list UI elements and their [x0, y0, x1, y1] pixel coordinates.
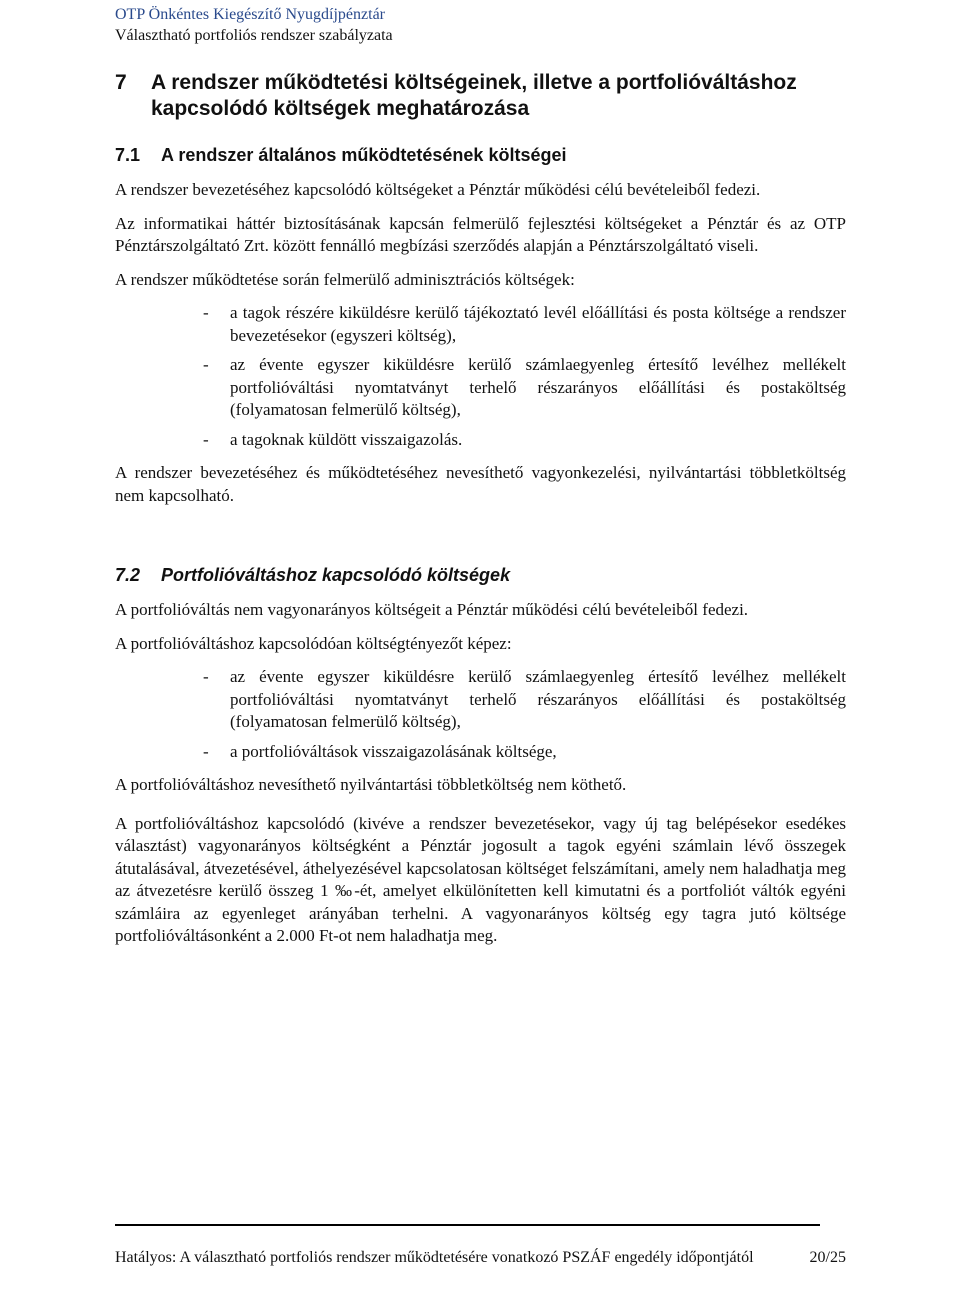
list-item-text: a portfolióváltások visszaigazolásának költsége, — [230, 741, 557, 761]
page-number: 20/25 — [809, 1249, 846, 1266]
section-7-2-heading — [115, 564, 846, 586]
section-title: Portfolióváltáshoz kapcsolódó költségek — [161, 565, 511, 585]
paragraph: A portfolióváltás nem vagyonarányos költségeit a Pénztár működési célú bevételeiből fedezi. — [115, 600, 749, 619]
list-item — [115, 666, 846, 734]
page-header — [115, 4, 393, 46]
header-organization: OTP Önkéntes Kiegészítő Nyugdíjpénztár — [115, 6, 386, 23]
paragraph: A rendszer bevezetéséhez kapcsolódó költségeket a Pénztár működési célú bevételeiből fedezi. — [115, 180, 761, 199]
document-body — [115, 70, 846, 959]
list-marker: - — [203, 303, 209, 322]
paragraph: A portfolióváltáshoz nevesíthető nyilvántartási többletköltség nem köthető. — [115, 775, 627, 794]
list-item — [115, 302, 846, 347]
section-title: A rendszer működtetési költségeinek, illetve a portfolióváltáshoz kapcsolódó költségek meghatározása — [151, 71, 797, 120]
paragraph: Az informatikai háttér biztosításának kapcsán felmerülő fejlesztési költségeket a Pénztár és az OTP Pénztárszolgáltató Zrt. között fennálló megbízási szerződés alapján a Pénztárszolgáltató viseli. — [115, 213, 846, 255]
section-number: 7 — [115, 71, 127, 94]
footer-divider — [115, 1224, 820, 1226]
list-item-text: a tagoknak küldött visszaigazolás. — [230, 429, 463, 449]
list-marker: - — [203, 741, 209, 761]
list-item-text: az évente egyszer kiküldésre kerülő számlaegyenleg értesítő levélhez mellékelt portfolióváltási nyomtatványt terhelő részarányos előállítási és postaköltség (folyamatosan felmerülő költség), — [230, 667, 846, 731]
list-marker: - — [203, 429, 209, 449]
section-7-heading — [115, 70, 846, 122]
list-item — [115, 741, 846, 764]
section-spacer — [115, 518, 846, 564]
page-footer — [115, 1247, 846, 1269]
paragraph: A rendszer bevezetéséhez és működtetéséhez nevesíthető vagyonkezelési, nyilvántartási többletköltség nem kapcsolható. — [115, 463, 846, 505]
section-number: 7.2 — [115, 565, 141, 585]
list-item-text: a tagok részére kiküldésre kerülő tájékoztató levél előállítási és posta költsége a rendszer bevezetésekor (egyszeri költség), — [230, 303, 846, 345]
list-item-text: az évente egyszer kiküldésre kerülő számlaegyenleg értesítő levélhez mellékelt portfolióváltási nyomtatványt terhelő részarányos előállítási és postaköltség (folyamatosan felmerülő költség), — [230, 355, 846, 419]
footer-effective-text: Hatályos: A választható portfoliós rendszer működtetésére vonatkozó PSZÁF engedély időpontjától — [115, 1249, 754, 1266]
section-7-1-heading — [115, 144, 846, 166]
paragraph: A portfolióváltáshoz kapcsolódó (kivéve a rendszer bevezetésekor, vagy új tag belépésekor esedékes választást) vagyonarányos költségként a Pénztár jogosult a tagok egyéni számlain lévő összegek átutalásával, átvezetésével, áthelyezésével kapcsolatosan költséget felszámítani, amely nem haladhatja meg az átvezetésre kerülő összeg 1 ‰-ét, amelyet elkülönítetten kell kimutatni és a portfoliót váltók egyéni számláira az egyenleget arányában terhelni. A vagyonarányos költség egy tagra jutó költsége portfolióváltásonként a 2.000 Ft-ot nem haladhatja meg. — [115, 813, 846, 945]
list-marker: - — [203, 355, 209, 374]
paragraph: A portfolióváltáshoz kapcsolódóan költségtényezőt képez: — [115, 633, 512, 653]
switch-costs-list — [115, 666, 846, 763]
list-marker: - — [203, 667, 209, 686]
paragraph: A rendszer működtetése során felmerülő adminisztrációs költségek: — [115, 269, 575, 289]
admin-costs-list — [115, 302, 846, 451]
section-number: 7.1 — [115, 145, 141, 165]
list-item — [115, 429, 846, 452]
list-item — [115, 354, 846, 422]
section-title: A rendszer általános működtetésének költségei — [161, 145, 567, 165]
header-document-title: Választható portfoliós rendszer szabályzata — [115, 27, 393, 44]
